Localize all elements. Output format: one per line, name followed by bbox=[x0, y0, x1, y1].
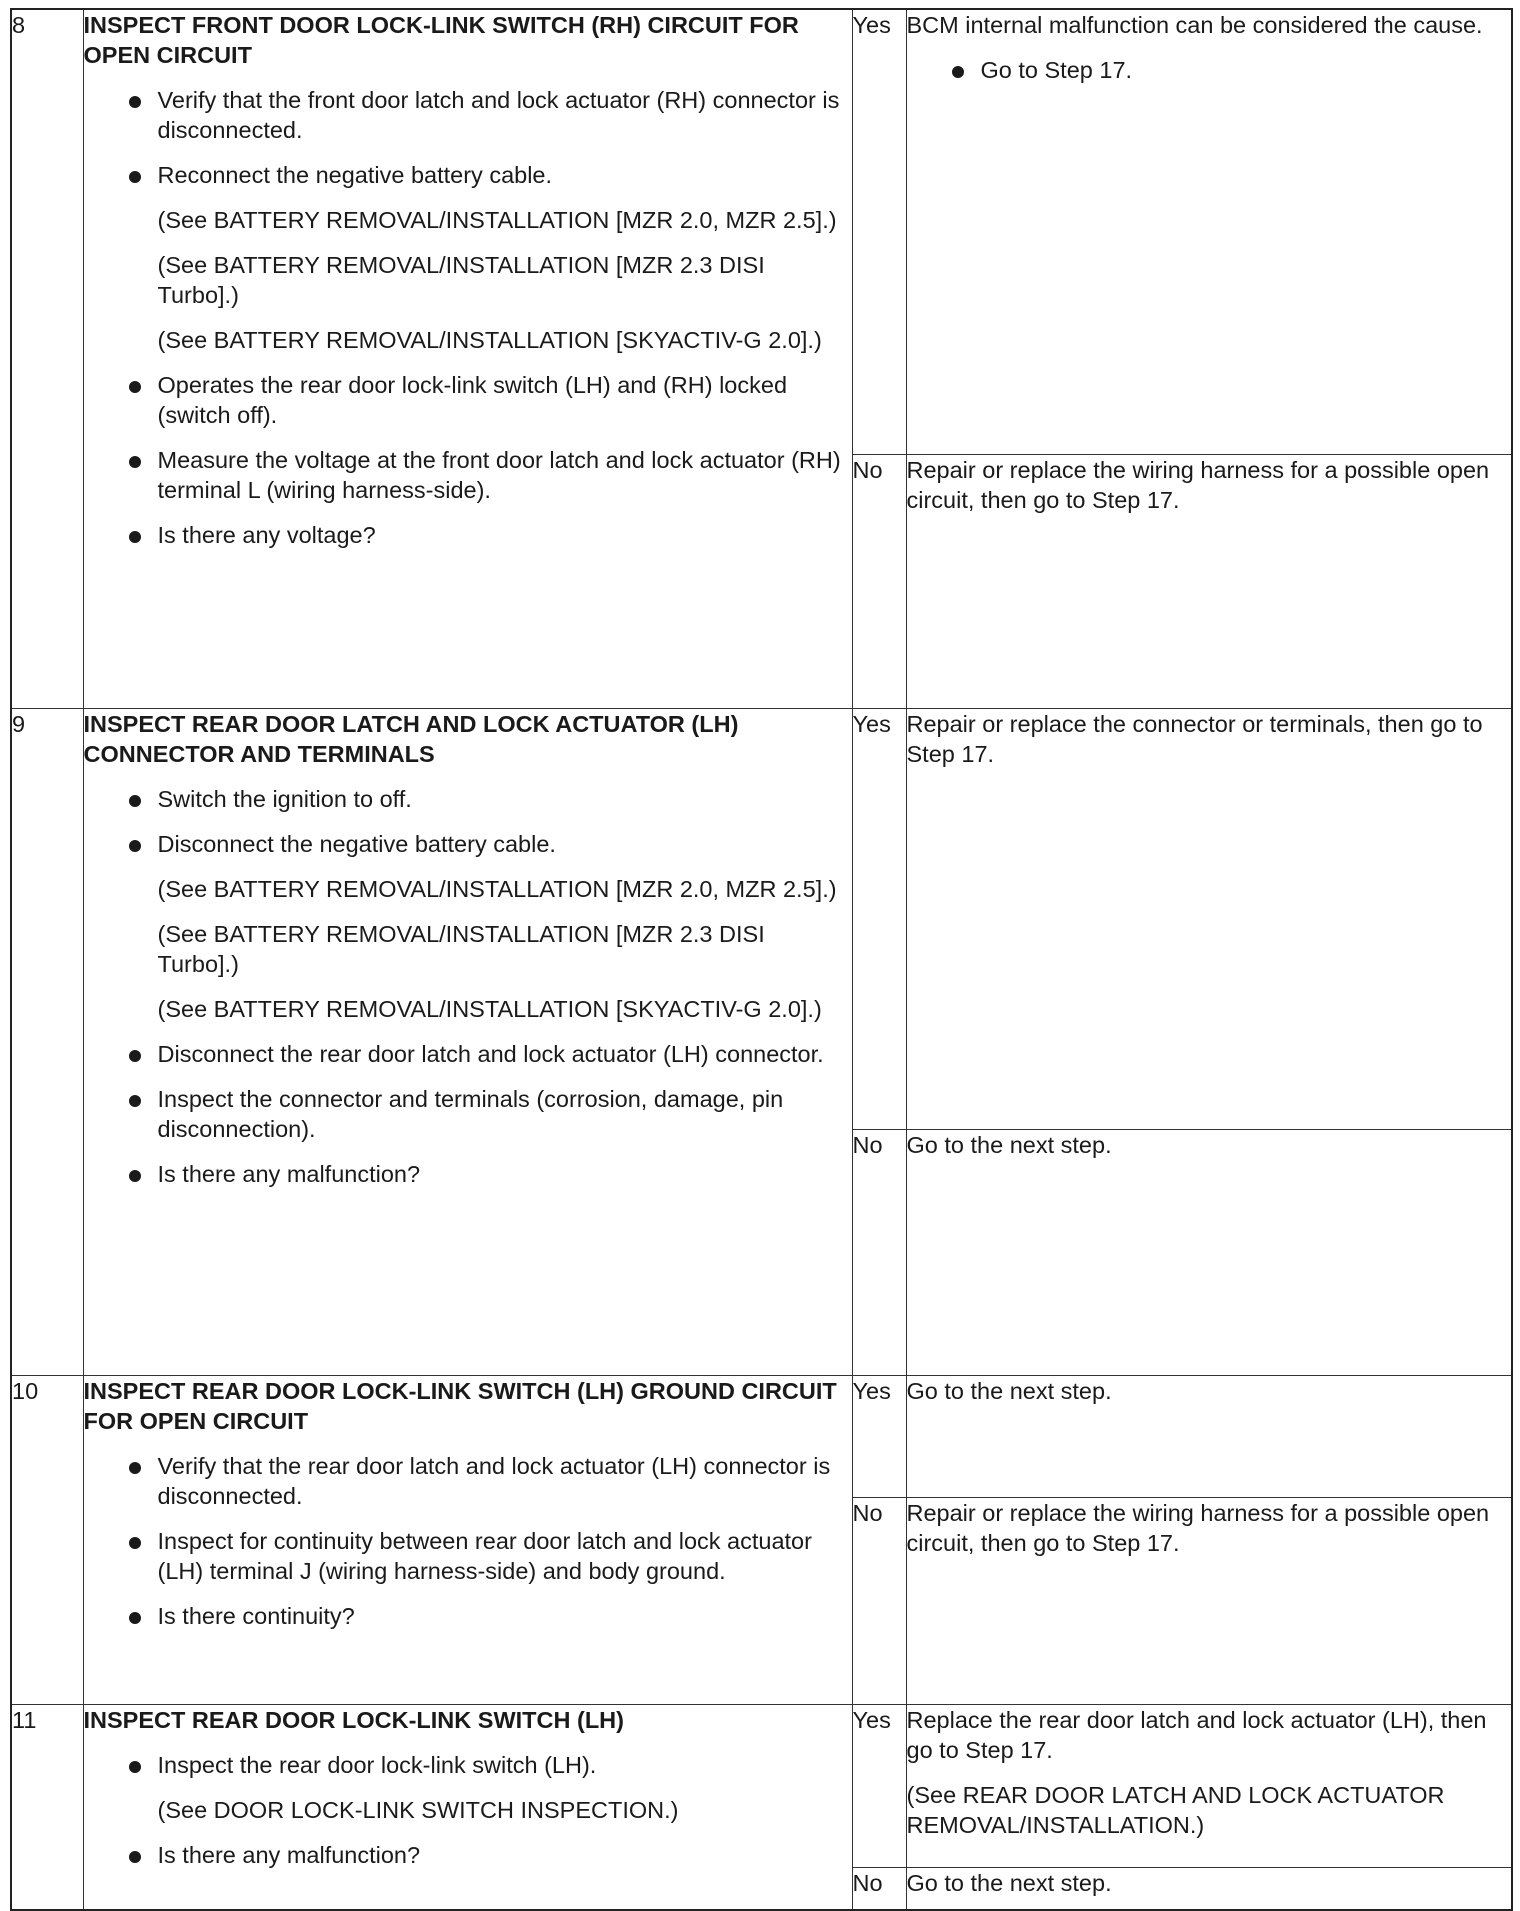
no-label: No bbox=[852, 1867, 906, 1910]
step-bullet-list bbox=[84, 784, 852, 1189]
yes-outcome: BCM internal malfunction can be considered the cause. Go to Step 17. bbox=[906, 9, 1512, 454]
bullet-dot-icon bbox=[129, 1462, 141, 1474]
yes-label: Yes bbox=[852, 1704, 906, 1867]
step-bullet: Switch the ignition to off. bbox=[84, 784, 852, 814]
reference-text: (See BATTERY REMOVAL/INSTALLATION [SKYACTIV-G 2.0].) bbox=[157, 327, 822, 353]
reference-text: (See REAR DOOR LATCH AND LOCK ACTUATOR REMOVAL/INSTALLATION.) bbox=[906, 1781, 1445, 1838]
step-bullet: Inspect the rear door lock-link switch (LH). (See DOOR LOCK-LINK SWITCH INSPECTION.) bbox=[84, 1750, 852, 1825]
yes-outcome: Go to the next step. bbox=[906, 1375, 1512, 1497]
yes-label: Yes bbox=[852, 1375, 906, 1497]
step-bullet-list bbox=[84, 1750, 852, 1870]
step-bullet: Inspect for continuity between rear door latch and lock actuator (LH) terminal J (wiring harness-side) and body ground. bbox=[84, 1526, 852, 1586]
step-bullet-list bbox=[84, 85, 852, 550]
outcome-bullet: Go to Step 17. bbox=[907, 55, 1512, 85]
reference-text: (See BATTERY REMOVAL/INSTALLATION [MZR 2.3 DISI Turbo].) bbox=[157, 252, 765, 308]
bullet-dot-icon bbox=[952, 66, 964, 78]
bullet-dot-icon bbox=[129, 1050, 141, 1062]
reference-text: (See BATTERY REMOVAL/INSTALLATION [SKYACTIV-G 2.0].) bbox=[157, 995, 822, 1022]
bullet-dot-icon bbox=[129, 1761, 141, 1773]
step-bullet: Is there any malfunction? bbox=[84, 1159, 852, 1189]
step-row-10 bbox=[11, 1375, 1512, 1497]
step-row-11 bbox=[11, 1704, 1512, 1867]
reference-text: (See BATTERY REMOVAL/INSTALLATION [MZR 2.0, MZR 2.5].) bbox=[157, 875, 837, 902]
yes-label: Yes bbox=[852, 9, 906, 454]
step-action-cell bbox=[83, 9, 852, 708]
step-action-cell bbox=[83, 708, 852, 1375]
step-bullet: Is there continuity? bbox=[84, 1601, 852, 1631]
step-bullet-list bbox=[84, 1451, 852, 1631]
step-row-9 bbox=[11, 708, 1512, 1129]
yes-label: Yes bbox=[852, 708, 906, 1129]
bullet-dot-icon bbox=[129, 840, 141, 852]
bullet-dot-icon bbox=[129, 1537, 141, 1549]
bullet-dot-icon bbox=[129, 96, 141, 108]
step-title: INSPECT REAR DOOR LATCH AND LOCK ACTUATOR (LH) CONNECTOR AND TERMINALS bbox=[83, 710, 739, 767]
step-title: INSPECT REAR DOOR LOCK-LINK SWITCH (LH) bbox=[83, 1706, 624, 1733]
no-outcome: Repair or replace the wiring harness for a possible open circuit, then go to Step 17. bbox=[906, 1497, 1512, 1704]
step-action-cell bbox=[83, 1704, 852, 1910]
step-row-8 bbox=[11, 9, 1512, 454]
bullet-dot-icon bbox=[129, 1170, 141, 1182]
no-label: No bbox=[852, 1129, 906, 1375]
yes-outcome: Replace the rear door latch and lock actuator (LH), then go to Step 17. (See REAR DOOR LATCH AND LOCK ACTUATOR REMOVAL/INSTALLATION.) bbox=[906, 1704, 1512, 1867]
step-bullet: Disconnect the rear door latch and lock actuator (LH) connector. bbox=[84, 1039, 852, 1069]
step-bullet: Disconnect the negative battery cable. (See BATTERY REMOVAL/INSTALLATION [MZR 2.0, MZR 2.5].) (See BATTERY REMOVAL/INSTALLATION [MZR 2.3 DISI Turbo].) (See BATTERY REMOVAL/INSTALLATION [SKYACTIV-G 2.0].) bbox=[84, 829, 852, 1024]
step-bullet: Verify that the rear door latch and lock actuator (LH) connector is disconnected. bbox=[84, 1451, 852, 1511]
bullet-dot-icon bbox=[129, 1851, 141, 1863]
no-label: No bbox=[852, 454, 906, 708]
no-outcome: Go to the next step. bbox=[906, 1867, 1512, 1910]
bullet-dot-icon bbox=[129, 531, 141, 543]
bullet-dot-icon bbox=[129, 381, 141, 393]
step-bullet: Reconnect the negative battery cable. (See BATTERY REMOVAL/INSTALLATION [MZR 2.0, MZR 2.5].) (See BATTERY REMOVAL/INSTALLATION [MZR 2.3 DISI Turbo].) (See BATTERY REMOVAL/INSTALLATION [SKYACTIV-G 2.0].) bbox=[84, 160, 852, 355]
step-number: 9 bbox=[11, 708, 83, 1375]
no-label: No bbox=[852, 1497, 906, 1704]
step-title: INSPECT FRONT DOOR LOCK-LINK SWITCH (RH) CIRCUIT FOR OPEN CIRCUIT bbox=[83, 12, 799, 68]
bullet-dot-icon bbox=[129, 1095, 141, 1107]
step-bullet: Is there any voltage? bbox=[84, 520, 852, 550]
bullet-dot-icon bbox=[129, 171, 141, 183]
step-bullet: Operates the rear door lock-link switch (LH) and (RH) locked (switch off). bbox=[84, 370, 852, 430]
step-number: 8 bbox=[11, 9, 83, 708]
step-action-cell bbox=[83, 1375, 852, 1704]
step-bullet: Measure the voltage at the front door latch and lock actuator (RH) terminal L (wiring harness-side). bbox=[84, 445, 852, 505]
reference-text: (See DOOR LOCK-LINK SWITCH INSPECTION.) bbox=[157, 1796, 679, 1823]
step-bullet: Inspect the connector and terminals (corrosion, damage, pin disconnection). bbox=[84, 1084, 852, 1144]
reference-text: (See BATTERY REMOVAL/INSTALLATION [MZR 2.3 DISI Turbo].) bbox=[157, 920, 765, 977]
bullet-dot-icon bbox=[129, 456, 141, 468]
reference-text: (See BATTERY REMOVAL/INSTALLATION [MZR 2.0, MZR 2.5].) bbox=[157, 207, 837, 233]
step-title: INSPECT REAR DOOR LOCK-LINK SWITCH (LH) GROUND CIRCUIT FOR OPEN CIRCUIT bbox=[83, 1377, 837, 1434]
no-outcome: Repair or replace the wiring harness for a possible open circuit, then go to Step 17. bbox=[906, 454, 1512, 708]
no-outcome: Go to the next step. bbox=[906, 1129, 1512, 1375]
step-number: 11 bbox=[11, 1704, 83, 1910]
step-bullet: Verify that the front door latch and lock actuator (RH) connector is disconnected. bbox=[84, 85, 852, 145]
bullet-dot-icon bbox=[129, 1612, 141, 1624]
step-number: 10 bbox=[11, 1375, 83, 1704]
step-bullet: Is there any malfunction? bbox=[84, 1840, 852, 1870]
yes-outcome: Repair or replace the connector or terminals, then go to Step 17. bbox=[906, 708, 1512, 1129]
bullet-dot-icon bbox=[129, 795, 141, 807]
procedure-table bbox=[10, 8, 1513, 1911]
